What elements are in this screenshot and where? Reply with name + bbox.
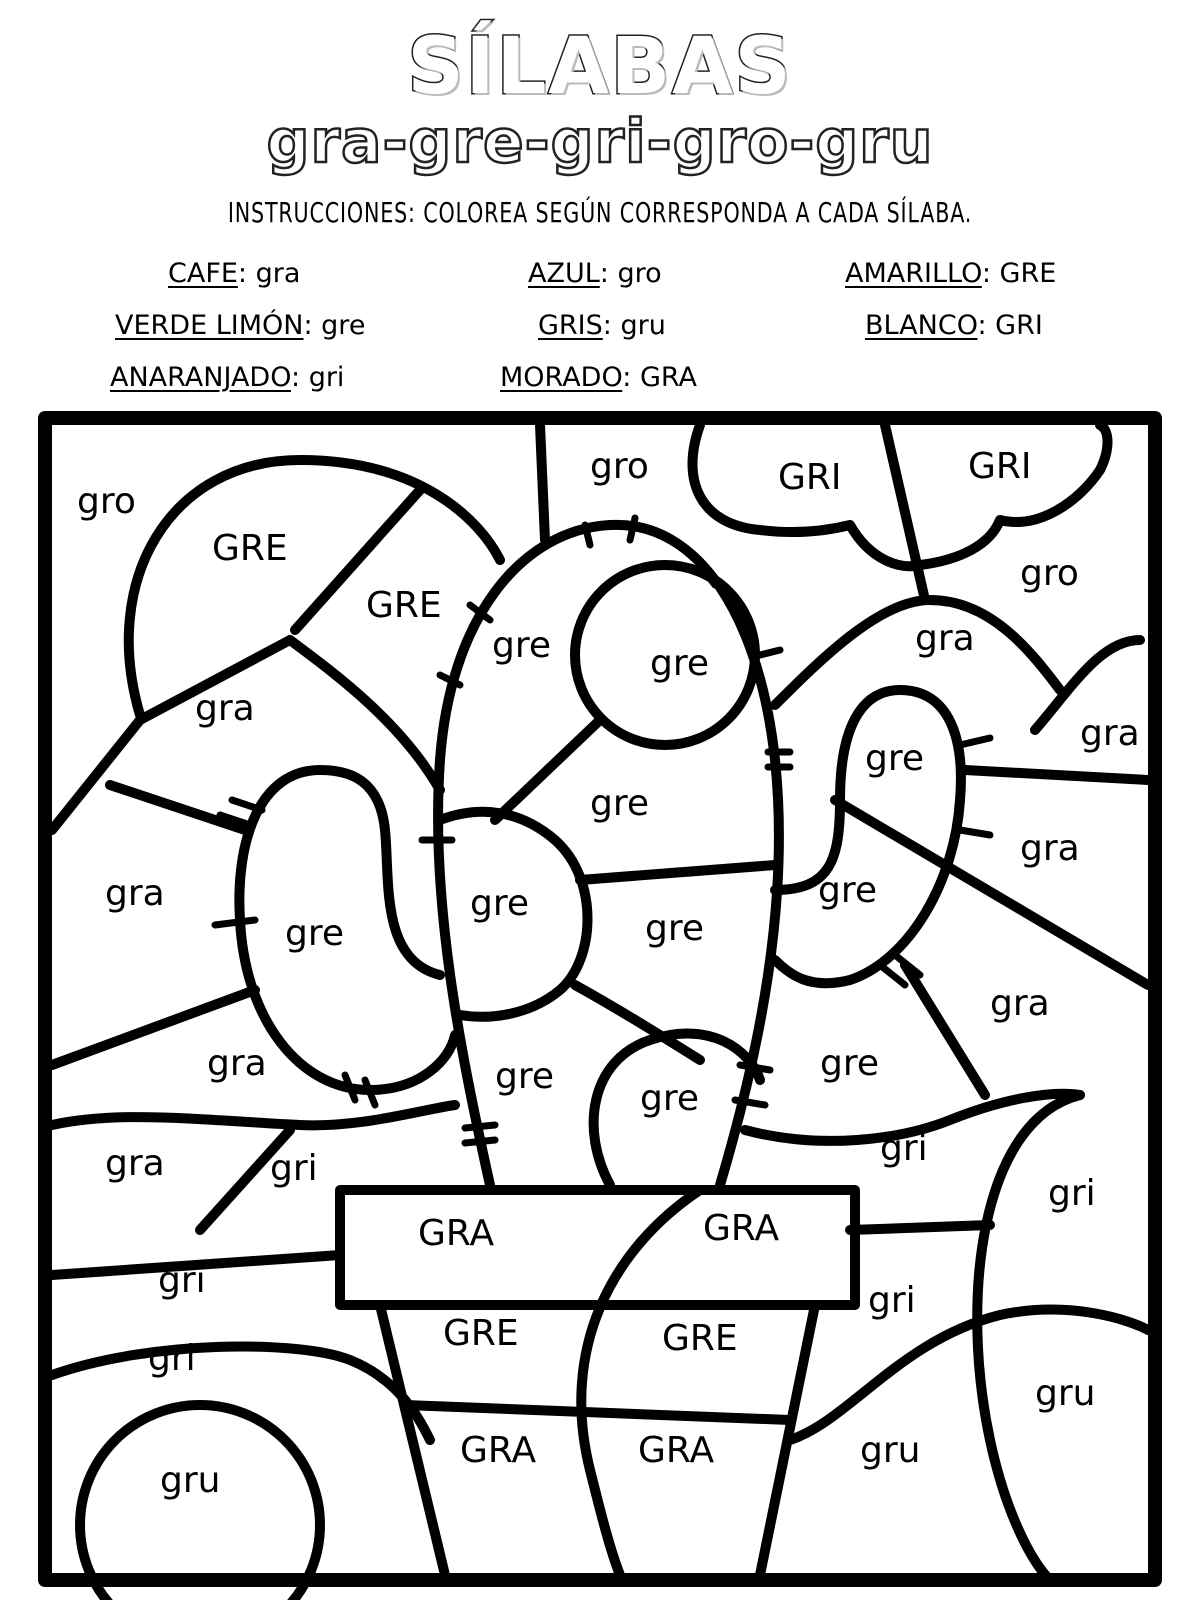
region-label: GRE — [443, 1313, 519, 1354]
region-label: gri — [1048, 1173, 1096, 1214]
legend-item: AMARILLO: GRE — [845, 258, 1057, 289]
region-label: gra — [1080, 713, 1140, 754]
legend-item: MORADO: GRA — [500, 362, 698, 393]
region-label: gro — [77, 481, 136, 522]
region-label: gru — [160, 1460, 221, 1501]
region-label: gre — [645, 908, 705, 949]
region-label: gra — [105, 1143, 165, 1184]
legend-item: VERDE LIMÓN: gre — [115, 310, 366, 341]
region-label: gre — [865, 738, 925, 779]
region-label: gre — [818, 870, 878, 911]
region-label: gre — [590, 783, 650, 824]
region-label: gre — [285, 913, 345, 954]
legend-item: ANARANJADO: gri — [110, 362, 345, 393]
region-label: gri — [158, 1260, 206, 1301]
legend-item: BLANCO: GRI — [865, 310, 1043, 341]
region-label: gra — [195, 688, 255, 729]
region-label: GRA — [703, 1208, 780, 1249]
legend-item: CAFE: gra — [168, 258, 301, 289]
region-label: gri — [148, 1338, 196, 1379]
region-label: GRA — [638, 1430, 715, 1471]
page-subtitle: gra-gre-gri-gro-gru — [266, 107, 934, 177]
region-label: GRI — [968, 446, 1032, 487]
region-label: gri — [880, 1128, 928, 1169]
region-label: gru — [1035, 1373, 1096, 1414]
region-label: gra — [915, 618, 975, 659]
legend-item: AZUL: gro — [528, 258, 662, 289]
region-label: gro — [1020, 553, 1079, 594]
region-label: gro — [590, 446, 649, 487]
instructions: INSTRUCCIONES: COLOREA SEGÚN CORRESPONDA A CADA SÍLABA. — [227, 196, 973, 229]
region-label: GRA — [460, 1430, 537, 1471]
region-label: gri — [270, 1148, 318, 1189]
region-label: gre — [820, 1043, 880, 1084]
outline-drawing — [45, 418, 1155, 1600]
region-label: GRE — [212, 528, 288, 569]
region-label: gre — [470, 883, 530, 924]
region-label: gra — [207, 1043, 267, 1084]
region-label: gra — [1020, 828, 1080, 869]
region-label: gra — [990, 983, 1050, 1024]
region-label: gri — [868, 1280, 916, 1321]
region-label: GRE — [366, 585, 442, 626]
region-label: gra — [105, 873, 165, 914]
legend-item: GRIS: gru — [538, 310, 666, 341]
region-label: gre — [650, 643, 710, 684]
region-label: gre — [640, 1078, 700, 1119]
region-label: GRA — [418, 1213, 495, 1254]
page-title: SÍLABAS — [407, 22, 793, 112]
region-label: GRI — [778, 457, 842, 498]
region-label: gre — [492, 625, 552, 666]
region-label: gru — [860, 1430, 921, 1471]
region-label: GRE — [662, 1318, 738, 1359]
region-label: gre — [495, 1056, 555, 1097]
